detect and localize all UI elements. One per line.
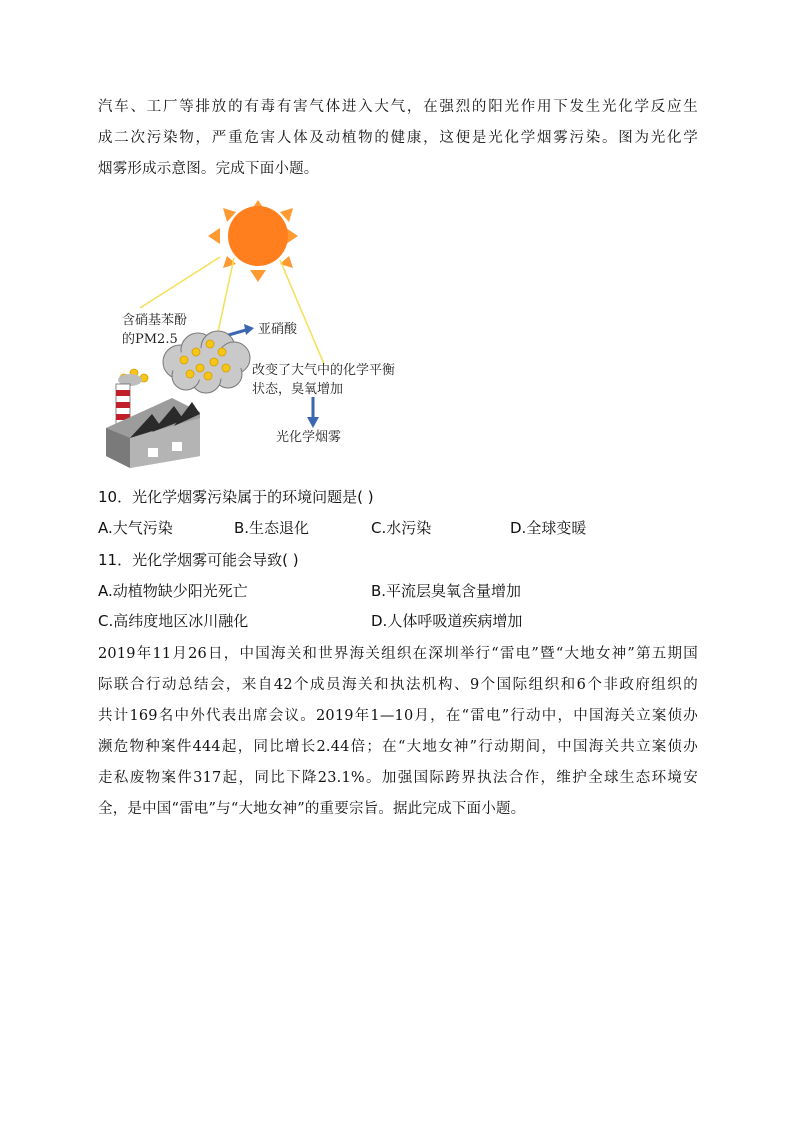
question-10-option-c: C.水污染 <box>371 519 432 537</box>
label-pm25-line2: 的PM2.5 <box>122 332 178 347</box>
question-11-option-b: B.平流层臭氧含量增加 <box>371 582 522 600</box>
label-photochemical-smog: 光化学烟雾 <box>276 430 342 445</box>
intro-paragraph <box>98 92 698 185</box>
passage-2-paragraph <box>98 639 698 825</box>
question-11-option-d: D.人体呼吸道疾病增加 <box>371 612 523 630</box>
passage-2-line: 全，是中国“雷电”与“大地女神”的重要宗旨。据此完成下面小题。 <box>98 801 526 817</box>
label-pm25 <box>122 311 187 349</box>
label-chemical-balance-line1: 改变了大气中的化学平衡 <box>252 363 396 378</box>
sun-icon <box>228 206 288 266</box>
label-pm25-line1: 含硝基苯酚 <box>122 313 188 328</box>
label-chemical-balance-line2: 状态，臭氧增加 <box>252 382 344 397</box>
intro-line: 成二次污染物，严重危害人体及动植物的健康，这便是光化学烟雾污染。图为光化学 <box>98 130 698 146</box>
passage-2-line: 走私废物案件317起，同比下降23.1%。加强国际跨界执法合作，维护全球生态环境安 <box>98 770 698 786</box>
question-11-option-a: A.动植物缺少阳光死亡 <box>98 582 248 600</box>
passage-2-line: 2019年11月26日，中国海关和世界海关组织在深圳举行“雷电”暨“大地女神”第五期国 <box>98 646 698 662</box>
passage-2-line: 濒危物种案件444起，同比增长2.44倍；在“大地女神”行动期间，中国海关共立案侦办 <box>98 739 698 755</box>
question-10-option-d: D.全球变暖 <box>510 519 587 537</box>
question-11-stem: 11．光化学烟雾可能会导致( ) <box>98 551 299 569</box>
intro-line: 烟雾形成示意图。完成下面小题。 <box>98 161 319 177</box>
question-10-stem: 10．光化学烟雾污染属于的环境问题是( ) <box>98 488 374 506</box>
photochemical-smog-diagram <box>100 192 420 472</box>
passage-2-line: 际联合行动总结会，来自42个成员海关和执法机构、9个国际组织和6个非政府组织的 <box>98 677 698 693</box>
question-11-option-c: C.高纬度地区冰川融化 <box>98 612 249 630</box>
passage-2-line: 共计169名中外代表出席会议。2019年1—10月，在“雷电”行动中，中国海关立案侦办 <box>98 708 698 724</box>
question-10-option-a: A.大气污染 <box>98 519 173 537</box>
label-chemical-balance <box>252 361 395 399</box>
question-10-option-b: B.生态退化 <box>234 519 310 537</box>
intro-line: 汽车、工厂等排放的有毒有害气体进入大气，在强烈的阳光作用下发生光化学反应生 <box>98 99 698 115</box>
label-nitrous-acid: 亚硝酸 <box>258 322 298 337</box>
